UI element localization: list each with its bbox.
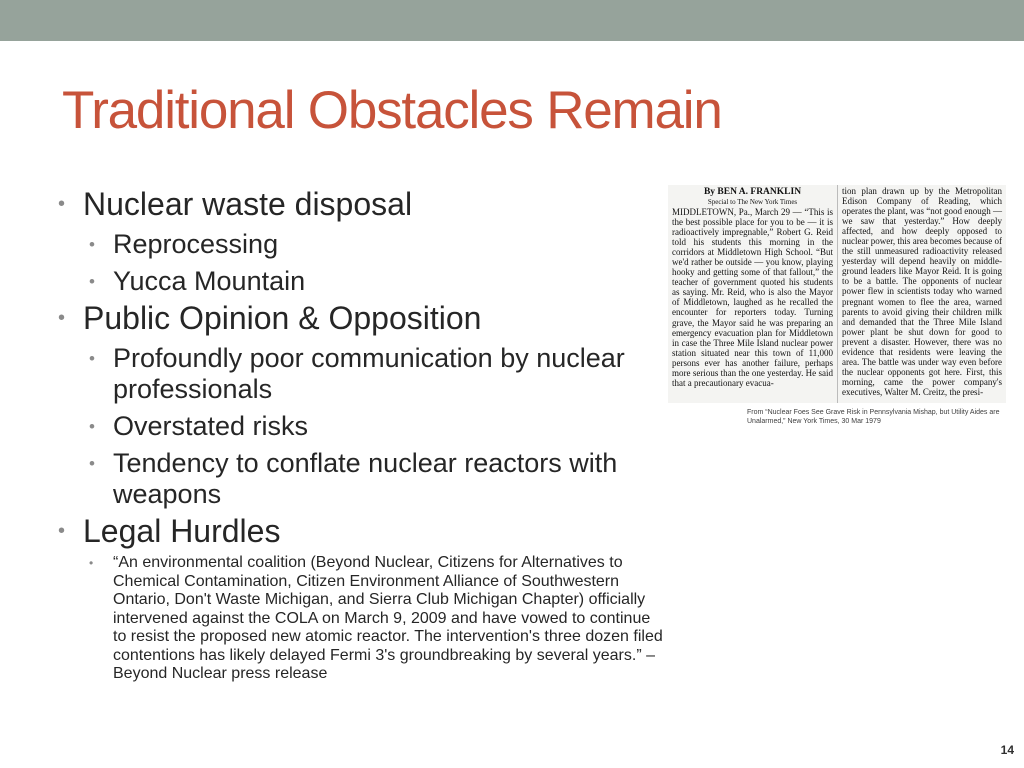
bullet-dot: • xyxy=(89,556,94,570)
bullet-text: Tendency to conflate nuclear reactors with weapons xyxy=(113,448,618,509)
bullet-text: Yucca Mountain xyxy=(113,266,306,296)
bullet-dot: • xyxy=(58,307,66,329)
slide-number: 14 xyxy=(1000,743,1014,757)
sub-bullet-reprocessing xyxy=(58,229,663,260)
bullet-dot: • xyxy=(89,272,95,291)
slide-title: Traditional Obstacles Remain xyxy=(62,81,722,140)
bullet-legal-hurdles xyxy=(58,512,663,550)
bullet-dot: • xyxy=(58,193,66,215)
clipping-dateline-source: Special to The New York Times xyxy=(707,198,798,206)
bullet-dot: • xyxy=(89,235,95,254)
bullet-list xyxy=(58,183,663,684)
bullet-text: Profoundly poor communication by nuclear professionals xyxy=(113,343,625,404)
clipping-caption: From “Nuclear Foes See Grave Risk in Pennsylvania Mishap, but Utility Aides are Unalarmed,” New York Times, 30 Mar 1979 xyxy=(747,409,1000,425)
bullet-text: “An environmental coalition (Beyond Nuclear, Citizens for Alternatives to Chemical Contamination, Citizen Environment Alliance of Southwestern Ontario, Don't Waste Michigan, and Sierra Club Michigan Chapter) officially intervened against the COLA on March 9, 2009 and have vowed to continue to resist the proposed new atomic reactor. The intervention's three dozen filed contentions has likely delayed Fermi 3's groundbreaking by several years.” –Beyond Nuclear press release xyxy=(113,554,663,682)
sub-bullet-conflate xyxy=(58,448,663,510)
bullet-dot: • xyxy=(89,417,95,436)
sub-bullet-yucca-mountain xyxy=(58,266,663,297)
bullet-nuclear-waste xyxy=(58,185,663,223)
sub-bullet-overstated-risks xyxy=(58,411,663,442)
bullet-text: Reprocessing xyxy=(113,229,279,259)
clipping-column-left xyxy=(668,185,837,403)
bullet-public-opinion xyxy=(58,299,663,337)
bullet-text: Overstated risks xyxy=(113,411,309,441)
bullet-text: Nuclear waste disposal xyxy=(83,186,413,222)
bullet-dot: • xyxy=(89,349,95,368)
bullet-dot: • xyxy=(58,520,66,542)
bullet-dot: • xyxy=(89,454,95,473)
bullet-text: Public Opinion & Opposition xyxy=(83,300,482,336)
sub-bullet-quote xyxy=(58,554,663,684)
newspaper-clipping xyxy=(668,185,1006,403)
sub-bullet-communication xyxy=(58,343,663,405)
clipping-text-right: tion plan drawn up by the Metropolitan Edison Company of Reading, which operates the plant, was “not good enough — we saw that yesterday.” How deeply affected, and how deeply opposed to nuclear power, this area becomes because of the still unmeasured radioactivity released yesterday will depend heavily on middle-ground leaders like Mayor Reid. It is going to be a battle. The opponents of nuclear power flew in scientists today who warned pregnant women to flee the area, warned parents to avoid giving their children milk and demanded that the Three Mile Island power plant be shut down for good to prevent a disaster. However, there was no evidence that residents were leaving the area. The battle was under way even before the nuclear opponents got here. First, this morning, came the power company's executives, Walter M. Creitz, the presi- xyxy=(842,186,1002,397)
clipping-byline: By BEN A. FRANKLIN xyxy=(703,187,802,197)
top-accent-bar xyxy=(0,0,1024,41)
bullet-text: Legal Hurdles xyxy=(83,513,281,549)
clipping-column-right xyxy=(837,185,1006,403)
clipping-text-left: MIDDLETOWN, Pa., March 29 — “This is the best possible place for you to be — it is radioactively impregnable,” Robert G. Reid told his students this morning in the corridors at Middletown High School. “But we'd rather be outside — you know, playing hooky and getting some of that fallout,” the teacher of government quoted his students as saying. Mr. Reid, who is also the Mayor of Middletown, laughed as he recalled the encounter for reporters today. Turning grave, the Mayor said he was preparing an emergency evacuation plan for Middletown in case the Three Mile Island nuclear power station situated near this town of 11,000 persons ever has another failure, perhaps more serious than the one yesterday. He said that a precautionary evacua- xyxy=(672,207,833,388)
